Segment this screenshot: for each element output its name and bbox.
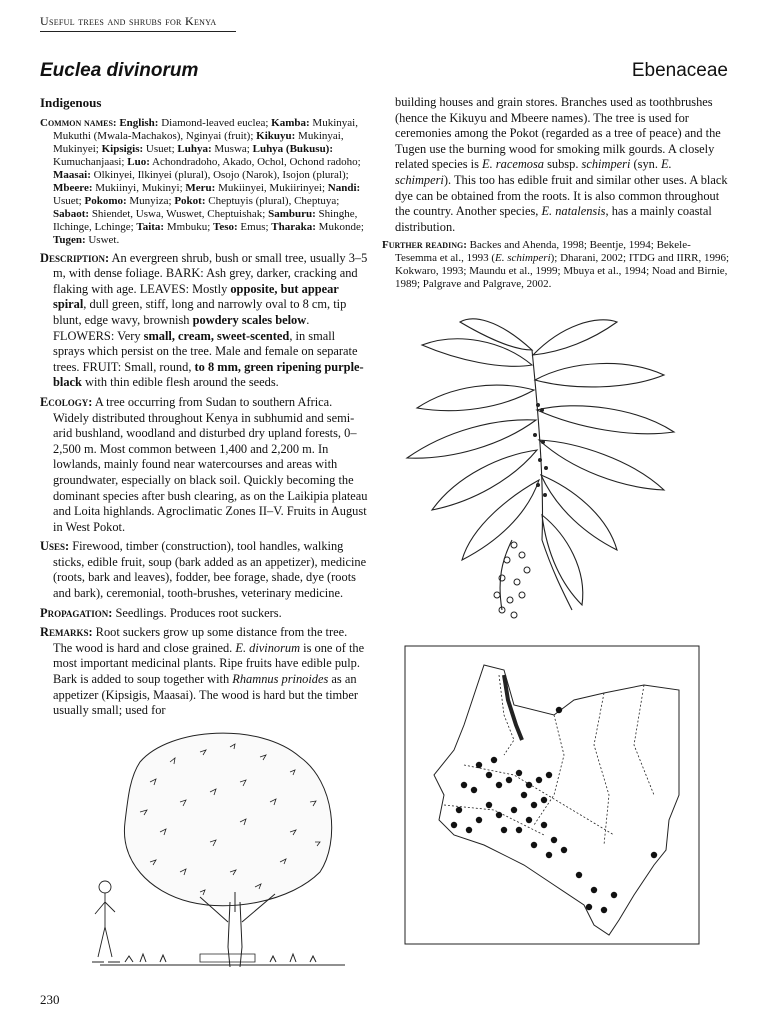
remarks-text-1: Root suckers grow up some distance from the tree. The wood is hard and close grained. [53, 625, 348, 655]
names-samburu: Shinghe, Ilchinge, Lchinge; [53, 207, 358, 233]
description-bold-1: opposite, but appear spiral [53, 281, 339, 312]
names-tugen: Uswet. [85, 233, 120, 246]
description-bold-4: to 8 mm, green ripening purple-black [53, 359, 364, 390]
names-maasai: Olkinyei, Ilkinyei (plural), Osojo (Narok), Isojon (plural); [90, 168, 349, 181]
lang-luhya: Luhya: [177, 142, 212, 155]
description-text-2: , dull green, stiff, long and narrowly oval to 8 cm, tip blunt, edge wavy, brownish [53, 297, 347, 327]
status-label: Indigenous [40, 95, 102, 110]
remarks-cont-text-2: subsp. [544, 157, 582, 172]
distribution-map [404, 645, 700, 945]
remarks-continued [382, 95, 730, 235]
lang-pokot: Pokot: [174, 194, 206, 207]
lang-samburu: Samburu: [268, 207, 316, 220]
description-text-4: , in small sprays which persist on the tree. Male and female on separate trees. FRUIT: Small, round, [53, 328, 358, 374]
common-names-label: Common names: [40, 116, 117, 129]
remarks-italic-2: Rhamnus prinoides [232, 672, 329, 687]
lang-maasai: Maasai: [53, 168, 91, 181]
running-head: Useful trees and shrubs for Kenya [40, 14, 217, 28]
right-column [382, 95, 730, 295]
remarks-italic-1: E. divinorum [235, 640, 301, 655]
left-column [40, 95, 368, 723]
names-taita: Mmbuku; [164, 220, 214, 233]
names-meru: Mukiinyei, Mukiirinyei; [215, 181, 328, 194]
ecology-label: Ecology: [40, 394, 93, 409]
remarks-cont-text-3: (syn. [630, 157, 662, 172]
species-title: Euclea divinorum [40, 60, 199, 81]
lang-taita: Taita: [136, 220, 165, 233]
lang-pokomo: Pokomo: [84, 194, 127, 207]
lang-teso: Teso: [213, 220, 238, 233]
family-name: Ebenaceae [631, 60, 728, 81]
remarks-cont-italic-1: E. racemosa [482, 157, 544, 172]
lang-kamba: Kamba: [271, 116, 310, 129]
description-bold-3: small, cream, sweet-scented [143, 328, 290, 343]
lang-luo: Luo: [127, 155, 150, 168]
lang-tharaka: Tharaka: [271, 220, 316, 233]
description-text-1: An evergreen shrub, bush or small tree, usually 3–5 m, with dense foliage. BARK: Ash grey, darker, cracking and flaking with age. LEAVES: Mostly [53, 250, 368, 296]
names-tharaka: Mukonde; [315, 220, 364, 233]
names-luhya: Muswa; [211, 142, 253, 155]
remarks-text-3: as an appetizer (Kipsigis, Maasai). The wood is hard but the timber usually small; used for [53, 672, 358, 718]
names-pokomo: Munyiza; [126, 194, 175, 207]
names-luo: Achondradoho, Akado, Ochol, Ochond radoho; [149, 155, 361, 168]
names-kipsigis: Usuet; [143, 142, 178, 155]
uses-text: Firewood, timber (construction), tool handles, walking sticks, edible fruit, soup (bark added as an appetizer), medicine (roots, bark and leaves), fodder, bee forage, shade, dye (roots and bark), ceremonial, tooth-brushes, veterinary medicine. [53, 539, 367, 601]
lang-tugen: Tugen: [53, 233, 86, 246]
names-luhya-bukusu: Kumuchanjaasi; [53, 155, 128, 168]
remarks-cont-text-1: building houses and grain stores. Branches used as toothbrushes (hence the Kikuyu and Mbeere names). The tree is used for ceremonies among the Pokot (regarded as a tree of peace) and the Tugen use the burning wood for smoking milk gourds. A closely related species is [395, 95, 721, 172]
further-reading-text-1: Backes and Ahenda, 1998; Beentje, 1994; Bekele-Tesemma et al., 1993 ( [395, 239, 691, 265]
names-nandi: Usuet; [53, 194, 85, 207]
ecology-text: A tree occurring from Sudan to southern Africa. Widely distributed throughout Kenya in subhumid and semi-arid bushland, woodland and disturbed dry upland forests, 0–2,500 m. Most common between 1,400 and 2,200 m. In lowlands, mainly found near watercourses and areas with groundwater, especially on black soil. Quickly becoming the dominant species after bush clearing, as on the Laikipia plateau and Loita highlands. Agroclimatic Zones II–V. Fruits in August in West Pokot. [53, 394, 368, 534]
uses-label: Uses: [40, 539, 70, 554]
lang-luhya-bukusu: Luhya (Bukusu): [252, 142, 334, 155]
tree-and-person-illustration [80, 722, 350, 978]
propagation-paragraph [40, 606, 368, 622]
further-reading-paragraph [382, 239, 730, 291]
names-kamba: Mukinyai, Mukuthi (Mwala-Machakos), Nginyai (fruit); [53, 116, 358, 142]
propagation-label: Propagation: [40, 605, 113, 620]
remarks-text-2: is one of the most important medicinal plants. Ripe fruits have edible pulp. Bark is added to soup together with [53, 640, 365, 687]
names-mbeere: Mukiinyi, Mukinyi; [92, 181, 186, 194]
names-pokot: Cheptuyis (plural), Cheptuya; [205, 194, 340, 207]
remarks-label: Remarks: [40, 625, 93, 640]
lang-kikuyu: Kikuyu: [256, 129, 296, 142]
description-text-3: . FLOWERS: Very [53, 312, 310, 343]
further-reading-label: Further reading: [382, 239, 467, 252]
uses-paragraph [40, 539, 368, 601]
remarks-cont-text-5: , has a mainly coastal distribution. [395, 204, 712, 234]
names-english: Diamond-leaved euclea; [158, 116, 272, 129]
description-paragraph [40, 251, 368, 391]
leafy-branch-illustration [402, 310, 692, 630]
lang-meru: Meru: [185, 181, 216, 194]
running-head-rule [40, 31, 236, 32]
lang-kipsigis: Kipsigis: [101, 142, 144, 155]
ecology-paragraph [40, 395, 368, 535]
names-teso: Emus; [237, 220, 272, 233]
description-label: Description: [40, 250, 110, 265]
common-names-paragraph [40, 117, 368, 247]
lang-english: English: [119, 116, 159, 129]
remarks-cont-text-4: ). This too has edible fruit and similar other uses. A black dye can be obtained from the roots. It is also common throughout the country. Another species, [395, 172, 728, 219]
names-sabaot: Shiendet, Uswa, Wuswet, Cheptuishak; [89, 207, 269, 220]
lang-mbeere: Mbeere: [53, 181, 93, 194]
propagation-text: Seedlings. Produces root suckers. [112, 605, 282, 620]
remarks-cont-italic-3: E. schimperi [395, 157, 672, 187]
page-number: 230 [40, 992, 60, 1007]
remarks-cont-italic-4: E. natalensis [541, 204, 606, 219]
description-text-5: with thin edible flesh around the seeds. [81, 375, 279, 390]
names-kikuyu: Mukinyai, Mukinyei; [53, 129, 344, 155]
further-reading-italic: E. schimperi [495, 252, 551, 265]
further-reading-text-2: ); Dharani, 2002; ITDG and IIRR, 1996; Kokwaro, 1993; Maundu et al., 1999; Mbuya et al., 1994; Noad and Birnie, 1989; Palgrave and Palgrave, 2002. [395, 252, 730, 291]
lang-sabaot: Sabaot: [53, 207, 90, 220]
remarks-paragraph [40, 625, 368, 719]
description-bold-2: powdery scales below [192, 312, 307, 327]
lang-nandi: Nandi: [327, 181, 361, 194]
remarks-cont-italic-2: schimperi [581, 157, 631, 172]
